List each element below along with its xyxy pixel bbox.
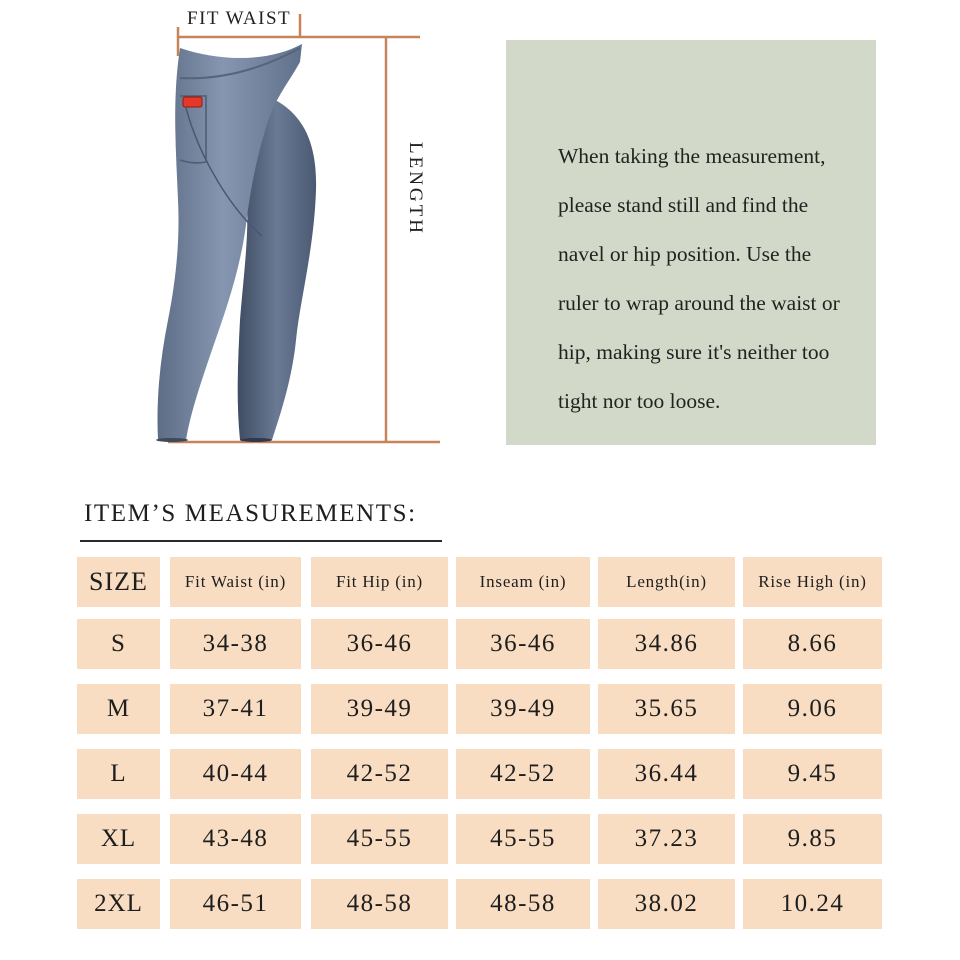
cell-inseam: 36-46 bbox=[456, 619, 590, 669]
cell-size: M bbox=[77, 684, 160, 734]
cell-size: S bbox=[77, 619, 160, 669]
cell-size: 2XL bbox=[77, 879, 160, 929]
cell-fit-hip: 45-55 bbox=[311, 814, 448, 864]
cell-length: 36.44 bbox=[598, 749, 735, 799]
cell-length: 34.86 bbox=[598, 619, 735, 669]
cell-length: 35.65 bbox=[598, 684, 735, 734]
cell-fit-hip: 48-58 bbox=[311, 879, 448, 929]
cell-fit-hip: 39-49 bbox=[311, 684, 448, 734]
cell-inseam: 45-55 bbox=[456, 814, 590, 864]
cell-rise-high: 8.66 bbox=[743, 619, 882, 669]
cell-length: 37.23 bbox=[598, 814, 735, 864]
cell-inseam: 42-52 bbox=[456, 749, 590, 799]
fit-waist-label: FIT WAIST bbox=[187, 8, 292, 29]
header-length: Length(in) bbox=[598, 557, 735, 607]
cell-fit-waist: 46-51 bbox=[170, 879, 301, 929]
header-fit-waist: Fit Waist (in) bbox=[170, 557, 301, 607]
phone-icon bbox=[183, 97, 202, 107]
cell-fit-waist: 40-44 bbox=[170, 749, 301, 799]
section-title: ITEM’S MEASUREMENTS: bbox=[84, 500, 417, 527]
header-rise-high: Rise High (in) bbox=[743, 557, 882, 607]
cell-rise-high: 9.06 bbox=[743, 684, 882, 734]
cell-fit-hip: 42-52 bbox=[311, 749, 448, 799]
leggings-figure bbox=[0, 0, 480, 460]
instructions-text: When taking the measurement, please stand still and find the navel or hip position. Use the ruler to wrap around the waist or hip, making sure it's neither too tight nor too loose. bbox=[558, 144, 840, 413]
measurement-instructions bbox=[506, 40, 876, 445]
length-label: LENGTH bbox=[405, 142, 426, 236]
cell-rise-high: 9.45 bbox=[743, 749, 882, 799]
header-inseam: Inseam (in) bbox=[456, 557, 590, 607]
cell-rise-high: 10.24 bbox=[743, 879, 882, 929]
ankle-shadow bbox=[156, 438, 188, 442]
cell-inseam: 48-58 bbox=[456, 879, 590, 929]
cell-fit-waist: 37-41 bbox=[170, 684, 301, 734]
title-underline bbox=[80, 540, 442, 542]
cell-fit-waist: 34-38 bbox=[170, 619, 301, 669]
cell-size: L bbox=[77, 749, 160, 799]
ankle-shadow bbox=[240, 438, 272, 442]
cell-fit-hip: 36-46 bbox=[311, 619, 448, 669]
cell-inseam: 39-49 bbox=[456, 684, 590, 734]
header-fit-hip: Fit Hip (in) bbox=[311, 557, 448, 607]
cell-fit-waist: 43-48 bbox=[170, 814, 301, 864]
cell-size: XL bbox=[77, 814, 160, 864]
cell-length: 38.02 bbox=[598, 879, 735, 929]
header-size: SIZE bbox=[77, 557, 160, 607]
cell-rise-high: 9.85 bbox=[743, 814, 882, 864]
